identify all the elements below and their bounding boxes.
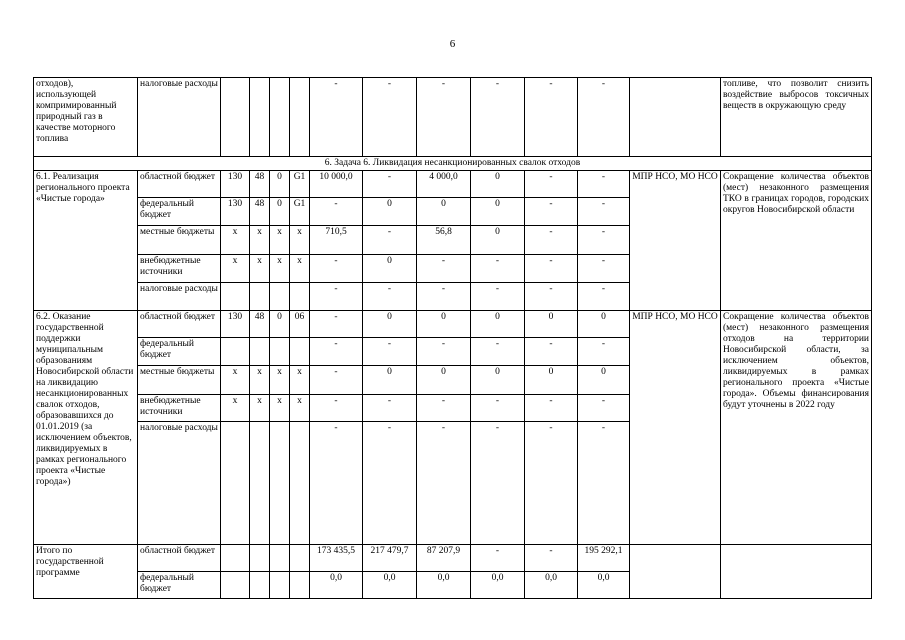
code-cell: 130 <box>221 311 250 338</box>
value-cell: 0 <box>471 366 525 395</box>
code-cell: х <box>221 366 250 395</box>
activity-cell: 6.2. Оказание государственной поддержки муниципальным образованиям Новосибирской области на ликвидацию несанкционированных свалок отходов, образовавшихся до 01.01.2019 (за исключением объектов, ликвидируемых в рамках регионального проекта «Чистые города») <box>34 311 138 545</box>
value-cell: 0,0 <box>525 572 578 599</box>
value-cell: - <box>578 78 630 157</box>
code-cell <box>250 283 270 311</box>
value-cell: - <box>525 283 578 311</box>
code-cell: 0 <box>270 171 290 198</box>
result-cell: Сокращение количества объектов (мест) незаконного размещения отходов на территории Новосибирской области, за исключением объектов, ликвидируемых в рамках регионального проекта «Чистые города». Объемы финансирования будут уточнены в 2022 году <box>721 311 872 545</box>
code-cell <box>221 338 250 366</box>
value-cell: - <box>363 171 417 198</box>
source-cell: внебюджетные источники <box>138 395 221 422</box>
value-cell: - <box>471 78 525 157</box>
value-cell: - <box>310 422 363 545</box>
code-cell: х <box>270 226 290 255</box>
code-cell <box>270 283 290 311</box>
value-cell: - <box>578 422 630 545</box>
code-cell: х <box>290 226 310 255</box>
value-cell: - <box>525 226 578 255</box>
code-cell <box>250 338 270 366</box>
value-cell: 0 <box>471 311 525 338</box>
code-cell: х <box>221 226 250 255</box>
activity-cell: отходов), использующей компримированный природный газ в качестве моторного топлива <box>34 78 138 157</box>
value-cell: 0 <box>363 198 417 226</box>
code-cell: х <box>290 255 310 283</box>
value-cell: 0 <box>417 366 471 395</box>
executor-cell: МПР НСО, МО НСО <box>630 311 721 545</box>
value-cell: 217 479,7 <box>363 545 417 572</box>
code-cell: G1 <box>290 171 310 198</box>
executor-cell: МПР НСО, МО НСО <box>630 171 721 311</box>
value-cell: - <box>363 283 417 311</box>
value-cell: - <box>417 338 471 366</box>
source-cell: местные бюджеты <box>138 366 221 395</box>
value-cell: - <box>525 545 578 572</box>
value-cell: - <box>578 395 630 422</box>
source-cell: областной бюджет <box>138 171 221 198</box>
code-cell <box>290 338 310 366</box>
value-cell: - <box>310 395 363 422</box>
value-cell: - <box>578 171 630 198</box>
value-cell: - <box>363 338 417 366</box>
source-cell: федеральный бюджет <box>138 338 221 366</box>
value-cell: 56,8 <box>417 226 471 255</box>
source-cell: областной бюджет <box>138 545 221 572</box>
value-cell: - <box>471 545 525 572</box>
code-cell: х <box>290 366 310 395</box>
result-cell: Сокращение количества объектов (мест) незаконного размещения ТКО в границах городов, городских округов Новосибирской области <box>721 171 872 311</box>
code-cell: 130 <box>221 198 250 226</box>
value-cell: 0 <box>578 366 630 395</box>
value-cell: - <box>525 171 578 198</box>
task-header-row <box>34 157 872 171</box>
code-cell: 48 <box>250 171 270 198</box>
value-cell: - <box>310 78 363 157</box>
value-cell: 0,0 <box>363 572 417 599</box>
value-cell: 0 <box>363 311 417 338</box>
table-row <box>34 171 872 198</box>
value-cell: 0 <box>417 198 471 226</box>
task-title: 6. Задача 6. Ликвидация несанкционированных свалок отходов <box>34 157 872 171</box>
value-cell: - <box>310 283 363 311</box>
value-cell: - <box>525 255 578 283</box>
code-cell <box>270 338 290 366</box>
code-cell: х <box>250 395 270 422</box>
code-cell <box>221 422 250 545</box>
code-cell: х <box>270 255 290 283</box>
value-cell: 0,0 <box>578 572 630 599</box>
value-cell: 0 <box>525 366 578 395</box>
value-cell: - <box>525 198 578 226</box>
value-cell: 0,0 <box>471 572 525 599</box>
value-cell: 0 <box>417 311 471 338</box>
source-cell: налоговые расходы <box>138 283 221 311</box>
value-cell: - <box>525 78 578 157</box>
code-cell: 0 <box>270 311 290 338</box>
value-cell: 0,0 <box>417 572 471 599</box>
source-cell: налоговые расходы <box>138 422 221 545</box>
source-cell: местные бюджеты <box>138 226 221 255</box>
code-cell: 48 <box>250 198 270 226</box>
value-cell: 87 207,9 <box>417 545 471 572</box>
value-cell: 195 292,1 <box>578 545 630 572</box>
value-cell: - <box>471 255 525 283</box>
value-cell: - <box>578 283 630 311</box>
code-cell <box>290 422 310 545</box>
table-row <box>34 78 872 157</box>
value-cell: - <box>417 422 471 545</box>
code-cell: х <box>250 226 270 255</box>
value-cell: - <box>578 198 630 226</box>
value-cell: - <box>525 422 578 545</box>
value-cell: - <box>363 395 417 422</box>
code-cell: х <box>270 395 290 422</box>
value-cell: 0,0 <box>310 572 363 599</box>
value-cell: 10 000,0 <box>310 171 363 198</box>
source-cell: налоговые расходы <box>138 78 221 157</box>
code-cell: 06 <box>290 311 310 338</box>
value-cell: - <box>310 311 363 338</box>
code-cell: х <box>250 366 270 395</box>
value-cell: 0 <box>578 311 630 338</box>
value-cell: - <box>471 395 525 422</box>
value-cell: 0 <box>363 366 417 395</box>
value-cell: 4 000,0 <box>417 171 471 198</box>
value-cell: - <box>310 198 363 226</box>
value-cell: - <box>471 283 525 311</box>
value-cell: 173 435,5 <box>310 545 363 572</box>
code-cell: х <box>221 395 250 422</box>
value-cell: - <box>471 338 525 366</box>
value-cell: - <box>471 422 525 545</box>
source-cell: федеральный бюджет <box>138 572 221 599</box>
activity-cell: 6.1. Реализация регионального проекта «Чистые города» <box>34 171 138 311</box>
value-cell: 710,5 <box>310 226 363 255</box>
value-cell: - <box>310 366 363 395</box>
value-cell: - <box>310 255 363 283</box>
code-cell: х <box>270 366 290 395</box>
code-cell <box>290 283 310 311</box>
value-cell: - <box>525 338 578 366</box>
value-cell: - <box>417 395 471 422</box>
value-cell: - <box>525 395 578 422</box>
source-cell: внебюджетные источники <box>138 255 221 283</box>
code-cell <box>221 283 250 311</box>
value-cell: 0 <box>471 226 525 255</box>
code-cell: G1 <box>290 198 310 226</box>
value-cell: - <box>363 422 417 545</box>
code-cell: х <box>290 395 310 422</box>
value-cell: - <box>417 255 471 283</box>
page-number: 6 <box>449 38 456 50</box>
value-cell: - <box>578 226 630 255</box>
value-cell: - <box>363 78 417 157</box>
code-cell <box>250 422 270 545</box>
value-cell: - <box>310 338 363 366</box>
code-cell <box>270 422 290 545</box>
source-cell: областной бюджет <box>138 311 221 338</box>
program-table <box>33 77 872 599</box>
value-cell: 0 <box>525 311 578 338</box>
code-cell: х <box>250 255 270 283</box>
activity-cell: Итого по государственной программе <box>34 545 138 599</box>
code-cell: 48 <box>250 311 270 338</box>
value-cell: - <box>363 226 417 255</box>
table-row <box>34 545 872 572</box>
result-cell: топливе, что позволит снизить воздействие выбросов токсичных веществ в окружающую среду <box>721 78 872 157</box>
source-cell: федеральный бюджет <box>138 198 221 226</box>
table-row <box>34 311 872 338</box>
value-cell: 0 <box>471 171 525 198</box>
value-cell: - <box>417 283 471 311</box>
code-cell: 130 <box>221 171 250 198</box>
value-cell: 0 <box>363 255 417 283</box>
code-cell: 0 <box>270 198 290 226</box>
code-cell: х <box>221 255 250 283</box>
value-cell: - <box>417 78 471 157</box>
value-cell: - <box>578 255 630 283</box>
value-cell: 0 <box>471 198 525 226</box>
value-cell: - <box>578 338 630 366</box>
